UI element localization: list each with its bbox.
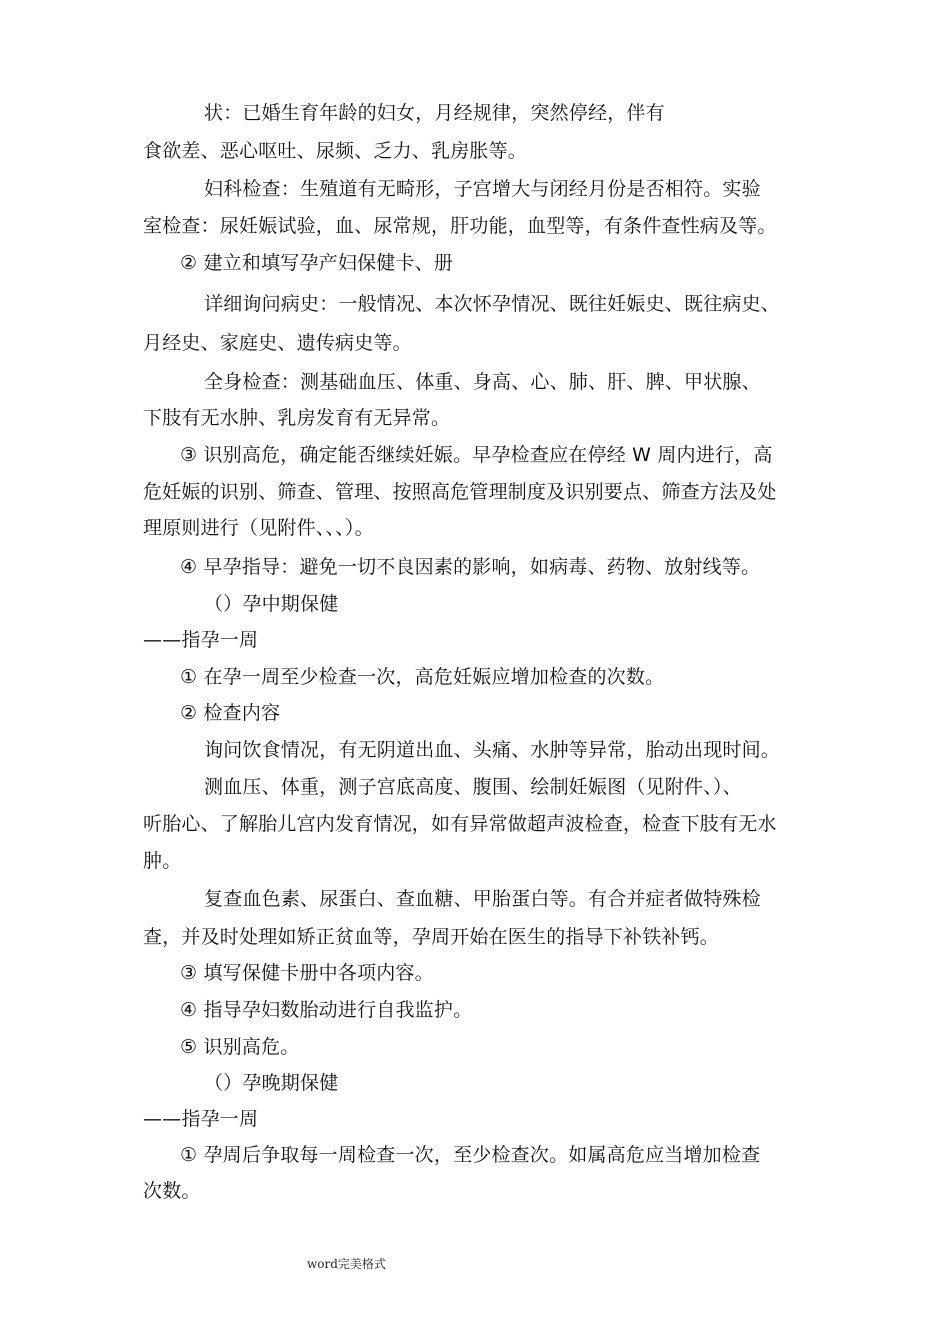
text-line: 询问饮食情况，有无阴道出血、头痛、水肿等异常，胎动出现时间。 (204, 739, 781, 761)
page-footer: word完美格式 (307, 1257, 386, 1271)
text-line: ① 孕周后争取每一周检查一次，至少检查次。如属高危应当增加检查 (180, 1144, 761, 1166)
text-line: ③ 识别高危，确定能否继续妊娠。早孕检查应在停经 W 周内进行，高 (180, 444, 773, 466)
text-line: ——指孕一周 (143, 629, 259, 651)
text-line: ② 检查内容 (180, 702, 281, 724)
text-line: ⑤ 识别高危。 (180, 1036, 300, 1058)
text-line: ④ 早孕指导：避免一切不良因素的影响，如病毒、药物、放射线等。 (180, 556, 761, 578)
text-line: 肿。 (143, 850, 182, 872)
text-line: 查，并及时处理如矫正贫血等，孕周开始在医生的指导下补铁补钙。 (143, 926, 720, 948)
text-line: 食欲差、恶心呕吐、尿频、乏力、乳房胀等。 (143, 140, 528, 162)
text-line: 室检查：尿妊娠试验，血、尿常规，肝功能，血型等，有条件查性病及等。 (143, 215, 777, 237)
text-line: 测血压、体重，测子宫底高度、腹围、绘制妊娠图（见附件、）、 (204, 776, 742, 798)
text-line: ③ 填写保健卡册中各项内容。 (180, 962, 434, 984)
text-line: 全身检查：测基础血压、体重、身高、心、肺、肝、脾、甲状腺、 (204, 371, 761, 393)
text-line: ④ 指导孕妇数胎动进行自我监护。 (180, 999, 473, 1021)
text-line: 月经史、家庭史、遗传病史等。 (143, 332, 412, 354)
text-line: 状：已婚生育年龄的妇女，月经规律，突然停经，伴有 (204, 102, 665, 124)
text-line: 详细询问病史：一般情况、本次怀孕情况、既往妊娠史、既往病史、 (204, 293, 781, 315)
section-heading: （）孕晚期保健 (204, 1072, 339, 1094)
text-line: 妇科检查：生殖道有无畸形，子宫增大与闭经月份是否相符。实验 (204, 178, 761, 200)
text-line: 次数。 (143, 1180, 201, 1202)
text-line: 听胎心、了解胎儿宫内发育情况，如有异常做超声波检查，检查下肢有无水 (143, 813, 777, 835)
text-line: 复查血色素、尿蛋白、查血糖、甲胎蛋白等。有合并症者做特殊检 (204, 888, 761, 910)
text-line: 下肢有无水肿、乳房发育有无异常。 (143, 407, 451, 429)
text-line: ② 建立和填写孕产妇保健卡、册 (180, 252, 454, 274)
section-heading: （）孕中期保健 (204, 593, 339, 615)
text-line: ① 在孕一周至少检查一次，高危妊娠应增加检查的次数。 (180, 666, 665, 688)
text-line: 理原则进行（见附件、、、）。 (143, 517, 374, 539)
text-line: ——指孕一周 (143, 1108, 259, 1130)
text-line: 危妊娠的识别、筛查、管理、按照高危管理制度及识别要点、筛查方法及处 (143, 481, 777, 503)
